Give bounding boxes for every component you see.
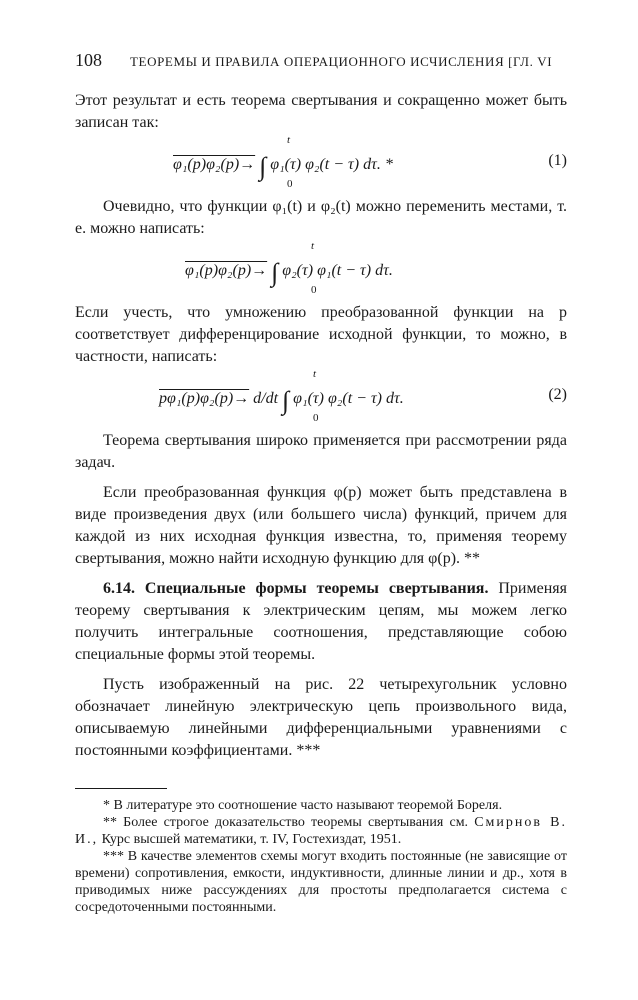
- footnote-2-prefix: ** Более строгое доказательство теоремы свертывания см.: [103, 815, 469, 830]
- paragraph-4: Теорема свертывания широко применяется при рассмотрении ряда задач.: [75, 432, 567, 471]
- equation-unnumbered: [75, 240, 567, 302]
- paragraph-3: Если учесть, что умножению преобразованной функции на p соответствует дифференцирование исходной функции, то можно, в частности, написать:: [75, 304, 567, 365]
- equation-1-expression: [173, 152, 393, 182]
- equation-2-upper-limit: t: [313, 368, 317, 380]
- integral-sign-icon: ∫: [271, 258, 279, 287]
- paragraph-7: Пусть изображенный на рис. 22 четырехугольник условно обозначает линейную электрическую цепь произвольного вида, описываемую линейными дифференциальными уравнениями с постоянными коэффициентами. ***: [75, 676, 567, 759]
- footnote-1: * В литературе это соотношение часто называют теоремой Бореля.: [103, 798, 503, 813]
- equation-1-lhs: φ₁(p)φ₂(p)→: [173, 156, 256, 173]
- paragraph-5: Если преобразованная функция φ(p) может быть представлена в виде произведения двух (или большего числа) функций, причем для каждой из них исходная функция известна, то, применяя теорему свертывания, можно найти исходную функцию для φ(p). **: [75, 484, 567, 567]
- equation-unnumbered-expression: [185, 258, 393, 288]
- paragraph-2: Очевидно, что функции φ₁(t) и φ₂(t) можно переменить местами, т. е. можно написать:: [75, 198, 567, 237]
- equation-unnumbered-lower-limit: 0: [311, 284, 317, 296]
- section-title: 6.14. Специальные формы теоремы свертывания.: [103, 580, 489, 597]
- equation-2: [75, 368, 567, 430]
- equation-2-integrand: φ₁(τ) φ₂(t − τ) dτ.: [293, 390, 404, 407]
- equation-unnumbered-integrand: φ₂(τ) φ₁(t − τ) dτ.: [282, 262, 393, 279]
- book-page: [75, 50, 567, 916]
- paragraph-6: Применяя теорему свертывания к электрическим цепям, мы можем легко получить интегральные соотношения, представляющие собою специальные формы этой теоремы.: [75, 580, 567, 663]
- footnote-2-rest: Курс высшей математики, т. IV, Гостехиздат, 1951.: [101, 832, 402, 847]
- equation-2-lower-limit: 0: [313, 412, 319, 424]
- page-header: [75, 50, 567, 74]
- equation-1: [75, 134, 567, 196]
- integral-sign-icon: ∫: [259, 152, 267, 181]
- equation-unnumbered-upper-limit: t: [311, 240, 315, 252]
- running-title: ТЕОРЕМЫ И ПРАВИЛА ОПЕРАЦИОННОГО ИСЧИСЛЕНИЯ [ГЛ. VI: [130, 54, 553, 69]
- page-number: 108: [75, 50, 102, 70]
- footnote-divider: [75, 788, 167, 789]
- equation-2-derivative: d/dt: [253, 390, 279, 407]
- equation-1-lower-limit: 0: [287, 178, 293, 190]
- equation-2-lhs: pφ₁(p)φ₂(p)→: [159, 390, 250, 407]
- section-paragraph: [75, 578, 567, 666]
- equation-2-number: (2): [548, 386, 567, 403]
- footnote-2: [75, 814, 567, 848]
- integral-sign-icon: ∫: [282, 386, 290, 415]
- equation-1-integrand: φ₁(τ) φ₂(t − τ) dτ. *: [270, 156, 393, 173]
- equation-1-upper-limit: t: [287, 134, 291, 146]
- equation-1-number: (1): [548, 152, 567, 169]
- equation-2-expression: [159, 386, 404, 416]
- equation-unnumbered-lhs: φ₁(p)φ₂(p)→: [185, 262, 268, 279]
- footnote-3: *** В качестве элементов схемы могут входить постоянные (не зависящие от времени) сопротивления, емкости, индуктивности, длинные линии и др., хотя в приводимых ниже рассуждениях для простоты предполагается система с сосредоточенными постоянными.: [75, 849, 567, 915]
- footnote-2-author: Смирнов В. И.,: [75, 815, 567, 847]
- paragraph-1: Этот результат и есть теорема свертывания и сокращенно может быть записан так:: [75, 92, 567, 131]
